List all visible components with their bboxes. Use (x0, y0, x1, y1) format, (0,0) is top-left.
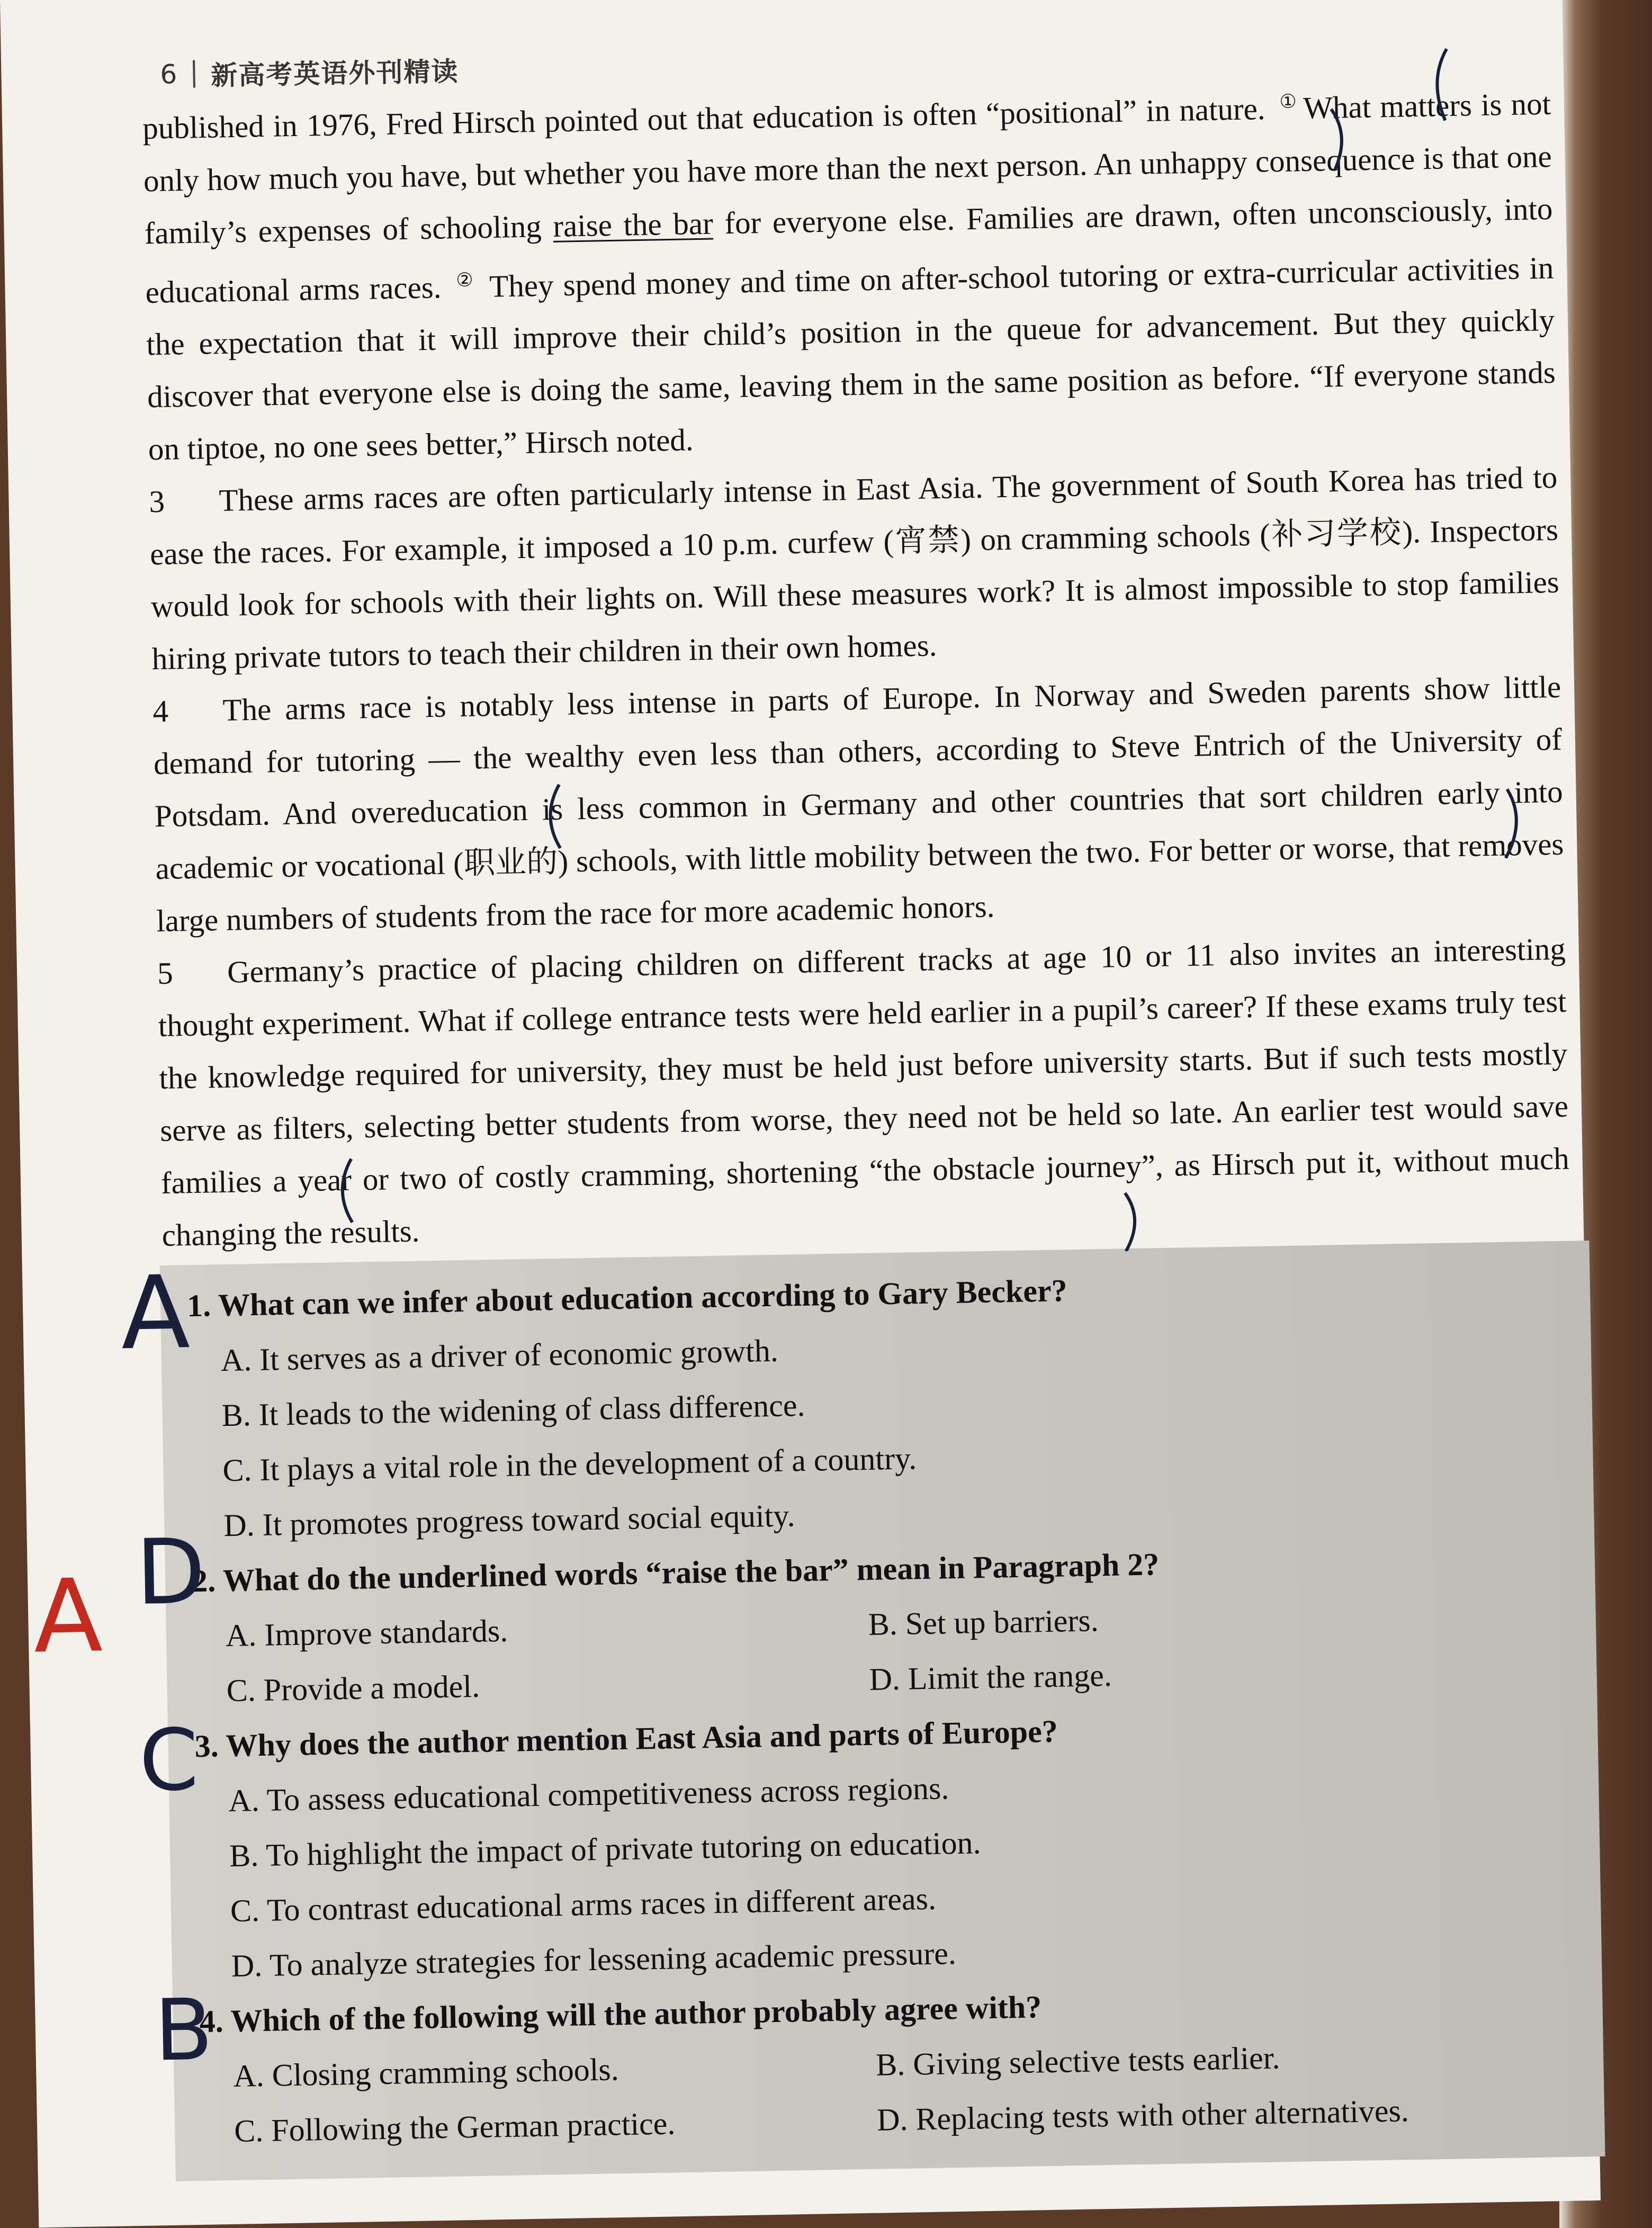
question-3-option-b: B. To highlight the impact of private tutoring on education. (229, 1825, 982, 1873)
page-number: 6 (159, 59, 177, 90)
question-3-stem: 3. Why does the author mention East Asia and parts of Europe? (194, 1713, 1058, 1764)
question-3-option-c: C. To contrast educational arms races in different areas. (230, 1881, 937, 1928)
question-2-option-b: B. Set up barriers. (868, 1603, 1099, 1642)
paragraph-3: 3 These arms races are often particularly intense in East Asia. The government of South Korea has tried to ease the races. For example, it imposed a 10 p.m. curfew (宵禁) on cramming schools (补习学校). Inspectors would look for schools with their lights on. Will these measures work? It is almost impossible to stop families hiring private tutors to teach their children in their own homes. (149, 460, 1560, 677)
red-correction-q2: A (32, 1557, 104, 1676)
reading-passage (142, 71, 1570, 1262)
question-2-option-c: C. Provide a model. (226, 1668, 480, 1709)
question-1-option-c: C. It plays a vital role in the development of a country. (222, 1441, 917, 1488)
sentence-marker-1: ① (1279, 91, 1298, 112)
paragraph-4: 4 The arms race is notably less intense in parts of Europe. In Norway and Sweden parents show little demand for tutoring — the wealthy even less than others, according to Steve Entrich of the University of Potsdam. And overeducation is less common in Germany and other countries that sort children early into academic or vocational (职业的) schools, with little mobility between the two. For better or worse, that removes large numbers of students from the race for more academic honors. (152, 669, 1564, 939)
question-1-option-a: A. It serves as a driver of economic growth. (220, 1333, 779, 1378)
paragraph-number: 4 (152, 693, 169, 729)
book-title: 新高考英语外刊精读 (210, 56, 459, 92)
paragraph-number: 3 (149, 484, 165, 519)
question-4-option-a: A. Closing cramming schools. (232, 2052, 620, 2094)
question-4-option-d: D. Replacing tests with other alternatives. (876, 2093, 1409, 2137)
handwritten-answer-q4: B (154, 1980, 214, 2080)
question-2-stem: 2. What do the underlined words “raise the bar” mean in Paragraph 2? (191, 1547, 1160, 1599)
paragraph-5: 5 Germany’s practice of placing children on different tracks at age 10 or 11 also invites an interesting thought experiment. What if college entrance tests were held earlier in a pupil’s career? If these exams truly test the knowledge required for university, they must be held just before university starts. But if such tests mostly serve as filters, selecting better students from worse, they need not be held so late. An earlier test would save families a year or two of costly cramming, shortening “the obstacle journey”, as Hirsch put it, without much changing the results. (157, 931, 1570, 1253)
question-1-option-b: B. It leads to the widening of class difference. (221, 1387, 806, 1433)
question-3-option-d: D. To analyze strategies for lessening academic pressure. (231, 1936, 957, 1983)
handwritten-answer-q3: C (138, 1710, 200, 1810)
question-2-option-d: D. Limit the range. (869, 1657, 1112, 1697)
page-header (160, 50, 459, 94)
question-3-option-a: A. To assess educational competitiveness across regions. (228, 1771, 949, 1818)
underlined-phrase: raise the bar (552, 205, 714, 244)
question-4-stem: 4. Which of the following will the author probably agree with? (199, 1989, 1042, 2040)
paragraph-number: 5 (157, 955, 174, 991)
header-divider (193, 60, 195, 88)
question-list (181, 1255, 1520, 2159)
question-2-option-a: A. Improve standards. (225, 1613, 508, 1654)
handwritten-answer-q1: A (120, 1254, 191, 1372)
sentence-marker-2: ② (455, 269, 475, 291)
paragraph-2: published in 1976, Fred Hirsch pointed out that education is often “positional” in nature. ① What matters is not only how much you have, but whether you have more than the next person. An unhappy consequence is that one family’s expenses of schooling raise the bar for everyone else. Families are drawn, often unconsciously, into educational arms races. ② They spend money and time on after-school tutoring or extra-curricular activities in the expectation that it will improve their child’s position in the queue for advancement. But they quickly discover that everyone else is doing the same, leaving them in the same position as before. “If everyone stands on tiptoe, no one sees better,” Hirsch noted. (142, 86, 1556, 467)
question-1-option-d: D. It promotes progress toward social equity. (223, 1498, 795, 1543)
question-1-stem: 1. What can we infer about education according to Gary Becker? (186, 1273, 1068, 1324)
question-4-option-c: C. Following the German practice. (234, 2106, 676, 2149)
handwritten-answer-q2: D (135, 1519, 206, 1625)
question-4-option-b: B. Giving selective tests earlier. (875, 2040, 1280, 2082)
